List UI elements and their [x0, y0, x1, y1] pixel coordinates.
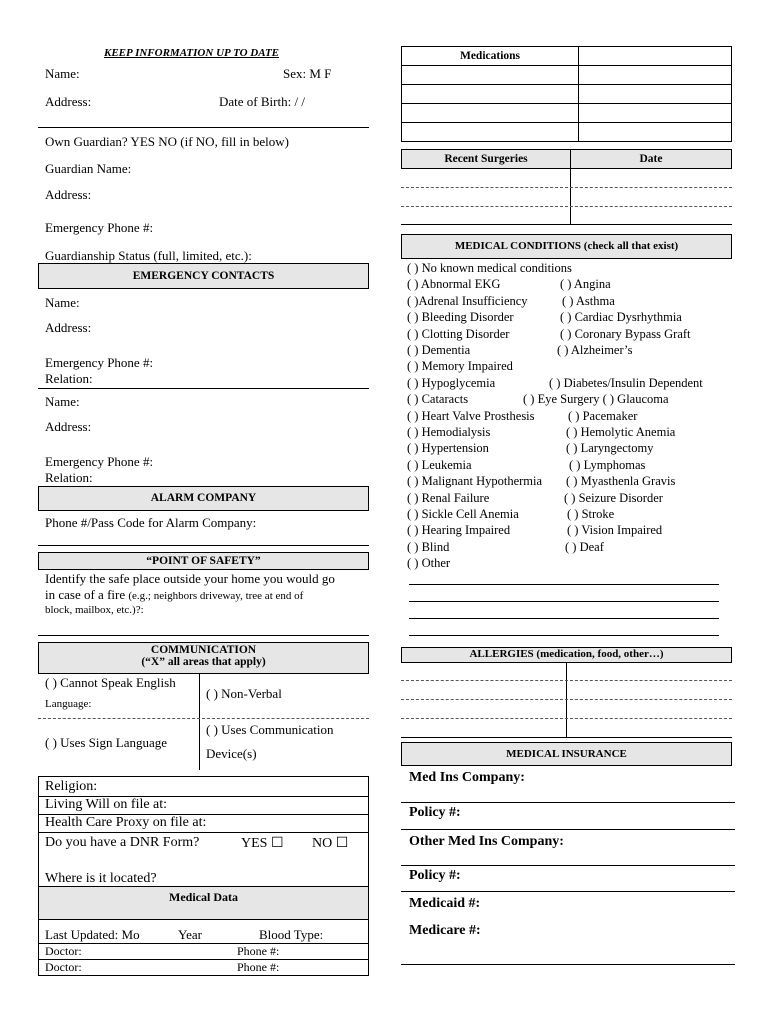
- condition-checkbox[interactable]: ( ) Cataracts: [407, 392, 469, 407]
- health-care-proxy-label: Health Care Proxy on file at:: [45, 815, 207, 830]
- condition-checkbox[interactable]: ( ) Alzheimer’s: [557, 343, 633, 357]
- allergies-line: [401, 718, 732, 719]
- safety-line-3: block, mailbox, etc.)?:: [45, 604, 144, 616]
- condition-checkbox[interactable]: ( ) Leukemia: [407, 457, 472, 472]
- condition-checkbox[interactable]: ( ) Hypoglycemia: [407, 375, 496, 390]
- contact1-phone-label: Emergency Phone #:: [45, 355, 154, 370]
- insurance-line: [401, 802, 735, 803]
- emergency-contacts-header: [38, 263, 369, 289]
- guardian-emergency-phone-label: Emergency Phone #:: [45, 220, 154, 235]
- condition-checkbox[interactable]: ( ) Coronary Bypass Graft: [560, 326, 691, 341]
- condition-checkbox[interactable]: ( ) Stroke: [567, 507, 615, 521]
- blood-type-label: Blood Type:: [259, 927, 324, 942]
- medications-cell[interactable]: [402, 104, 579, 123]
- medications-header: Medications: [459, 50, 521, 62]
- condition-checkbox[interactable]: ( ) Diabetes/Insulin Dependent: [549, 375, 703, 390]
- comm-device-line-1[interactable]: ( ) Uses Communication: [206, 722, 334, 737]
- alarm-company-title: ALARM COMPANY: [150, 492, 257, 504]
- recent-surgeries-title: Recent Surgeries: [444, 153, 528, 165]
- keep-info-header: KEEP INFORMATION UP TO DATE: [104, 47, 280, 59]
- condition-checkbox[interactable]: ( ) Angina: [560, 277, 611, 292]
- dnr-question: Do you have a DNR Form?: [45, 835, 200, 850]
- allergies-line: [401, 699, 732, 700]
- medications-cell[interactable]: [402, 85, 579, 104]
- doctor1-phone-label: Phone #:: [237, 944, 280, 958]
- insurance-line: [401, 865, 735, 866]
- medications-table: [401, 46, 732, 142]
- medical-data-header: [38, 886, 369, 920]
- safety-line-2a: in case of a fire: [45, 587, 129, 602]
- condition-checkbox[interactable]: ( ) Lymphomas: [569, 457, 646, 472]
- medical-data-title: Medical Data: [169, 890, 238, 904]
- condition-checkbox[interactable]: ( ) Hemolytic Anemia: [566, 425, 676, 439]
- other-line: [409, 584, 719, 585]
- condition-checkbox[interactable]: ( ) Renal Failure: [407, 490, 490, 505]
- date-title: Date: [639, 153, 663, 165]
- condition-checkbox[interactable]: ( ) Seizure Disorder: [564, 490, 663, 505]
- recent-surgeries-header: [401, 149, 571, 169]
- divider: [38, 943, 369, 944]
- condition-checkbox[interactable]: ( ) Abnormal EKG: [407, 277, 501, 292]
- other-med-ins-label: Other Med Ins Company:: [409, 834, 564, 849]
- safety-line-2b: (e.g.; neighbors driveway, tree at end of: [128, 590, 304, 602]
- other-line: [409, 601, 719, 602]
- condition-checkbox[interactable]: ( ) Deaf: [565, 539, 604, 554]
- condition-checkbox[interactable]: ( ) Vision Impaired: [567, 523, 663, 538]
- condition-checkbox[interactable]: ( ) Clotting Disorder: [407, 326, 510, 341]
- condition-checkbox[interactable]: ( ) Bleeding Disorder: [407, 310, 514, 325]
- insurance-line: [401, 891, 735, 892]
- doctor1-label: Doctor:: [45, 944, 82, 958]
- policy1-label: Policy #:: [409, 805, 461, 820]
- comm-row-divider: [38, 718, 369, 719]
- condition-checkbox[interactable]: ( ) Eye Surgery ( ) Glaucoma: [523, 392, 669, 407]
- divider: [38, 127, 369, 128]
- medical-conditions-header: [401, 234, 732, 259]
- condition-checkbox[interactable]: ( ) Heart Valve Prosthesis: [407, 408, 535, 423]
- medications-cell[interactable]: [579, 66, 732, 85]
- contact2-phone-label: Emergency Phone #:: [45, 454, 154, 469]
- sex-label: Sex: M F: [283, 66, 332, 81]
- other-line: [409, 618, 719, 619]
- allergies-title: ALLERGIES (medication, food, other…): [469, 648, 664, 660]
- condition-checkbox[interactable]: ( ) Myasthenla Gravis: [566, 474, 676, 489]
- medical-insurance-title: MEDICAL INSURANCE: [506, 748, 627, 760]
- condition-checkbox[interactable]: ( ) Other: [407, 556, 451, 571]
- alarm-company-header: [38, 486, 369, 511]
- contact2-address-label: Address:: [45, 419, 92, 434]
- contact2-name-label: Name:: [45, 394, 80, 409]
- surgeries-line: [401, 187, 732, 188]
- year-label: Year: [178, 927, 202, 942]
- condition-checkbox[interactable]: ( ) Hemodialysis: [407, 425, 491, 439]
- alarm-phone-label: Phone #/Pass Code for Alarm Company:: [45, 515, 257, 530]
- point-of-safety-header: [38, 552, 369, 570]
- communication-subtitle: (“X” all areas that apply): [141, 656, 266, 668]
- contact1-name-label: Name:: [45, 295, 80, 310]
- medications-cell[interactable]: [579, 123, 732, 142]
- condition-checkbox[interactable]: ( ) Pacemaker: [568, 408, 638, 423]
- own-guardian-question: Own Guardian? YES NO (if NO, fill in below): [45, 134, 289, 149]
- religion-label: Religion:: [45, 779, 98, 794]
- medicare-label: Medicare #:: [409, 923, 481, 938]
- medications-cell[interactable]: [579, 104, 732, 123]
- contact2-relation-label: Relation:: [45, 470, 93, 485]
- comm-non-verbal[interactable]: ( ) Non-Verbal: [206, 686, 282, 701]
- med-ins-company-label: Med Ins Company:: [409, 770, 525, 785]
- condition-checkbox[interactable]: ( ) Cardiac Dysrhythmia: [560, 310, 682, 325]
- condition-checkbox[interactable]: ( ) Hypertension: [407, 441, 489, 456]
- comm-sign-language[interactable]: ( ) Uses Sign Language: [45, 735, 168, 750]
- medical-conditions-title: MEDICAL CONDITIONS (check all that exist): [454, 240, 679, 252]
- contact1-address-label: Address:: [45, 320, 92, 335]
- safety-line-2: [45, 587, 303, 603]
- contact1-relation-label: Relation:: [45, 371, 93, 386]
- condition-checkbox[interactable]: ( ) Memory Impaired: [407, 359, 513, 374]
- guardianship-status-label: Guardianship Status (full, limited, etc.):: [45, 248, 252, 263]
- dnr-yes-checkbox[interactable]: YES ☐: [241, 836, 284, 851]
- condition-checkbox[interactable]: ( ) Sickle Cell Anemia: [407, 507, 519, 521]
- point-of-safety-title: “POINT OF SAFETY”: [146, 555, 261, 567]
- medications-cell[interactable]: [402, 66, 579, 85]
- doctor2-phone-label: Phone #:: [237, 960, 280, 974]
- guardian-name-label: Guardian Name:: [45, 161, 132, 176]
- dnr-no-checkbox[interactable]: NO ☐: [312, 836, 349, 851]
- medications-cell[interactable]: [579, 85, 732, 104]
- last-updated-label: Last Updated: Mo: [45, 927, 140, 942]
- surgeries-divider: [570, 169, 571, 225]
- medical-insurance-header: [401, 742, 732, 766]
- policy2-label: Policy #:: [409, 868, 461, 883]
- name-label: Name:: [45, 66, 80, 81]
- divider: [38, 959, 369, 960]
- safety-line-1: Identify the safe place outside your home you would go: [45, 571, 335, 586]
- condition-checkbox[interactable]: ( ) No known medical conditions: [407, 261, 572, 275]
- communication-title: COMMUNICATION: [150, 644, 257, 656]
- condition-checkbox[interactable]: ( ) Dementia: [407, 343, 471, 357]
- divider: [38, 832, 369, 833]
- condition-checkbox[interactable]: ( ) Blind: [407, 539, 450, 554]
- medications-header-cell: [402, 47, 579, 66]
- comm-language-label: Language:: [45, 698, 92, 710]
- where-located-label: Where is it located?: [45, 871, 157, 886]
- allergies-line: [401, 737, 732, 738]
- allergies-header: [401, 647, 732, 663]
- comm-device-line-2: Device(s): [206, 746, 257, 761]
- divider: [38, 545, 369, 546]
- condition-checkbox[interactable]: ( ) Asthma: [562, 293, 615, 308]
- surgeries-line: [401, 224, 732, 225]
- condition-checkbox[interactable]: ( ) Laryngectomy: [566, 441, 654, 456]
- condition-checkbox[interactable]: ( )Adrenal Insufficiency: [407, 293, 528, 308]
- comm-divider: [199, 674, 200, 770]
- divider: [38, 635, 369, 636]
- communication-header: [38, 642, 369, 674]
- address-label: Address:: [45, 94, 92, 109]
- insurance-line: [401, 964, 735, 965]
- living-will-label: Living Will on file at:: [45, 797, 168, 812]
- comm-cannot-speak[interactable]: ( ) Cannot Speak English: [45, 675, 176, 690]
- allergies-line: [401, 680, 732, 681]
- medications-cell[interactable]: [579, 47, 732, 66]
- condition-checkbox[interactable]: ( ) Hearing Impaired: [407, 523, 511, 538]
- other-line: [409, 635, 719, 636]
- insurance-line: [401, 829, 735, 830]
- condition-checkbox[interactable]: ( ) Malignant Hypothermia: [407, 474, 543, 489]
- guardian-address-label: Address:: [45, 187, 92, 202]
- date-header: [570, 149, 732, 169]
- divider: [38, 388, 369, 389]
- surgeries-line: [401, 206, 732, 207]
- allergies-divider: [566, 663, 567, 738]
- medicaid-label: Medicaid #:: [409, 896, 481, 911]
- dob-label: Date of Birth: / /: [219, 94, 305, 109]
- emergency-contacts-title: EMERGENCY CONTACTS: [132, 270, 275, 282]
- medications-cell[interactable]: [402, 123, 579, 142]
- doctor2-label: Doctor:: [45, 960, 82, 974]
